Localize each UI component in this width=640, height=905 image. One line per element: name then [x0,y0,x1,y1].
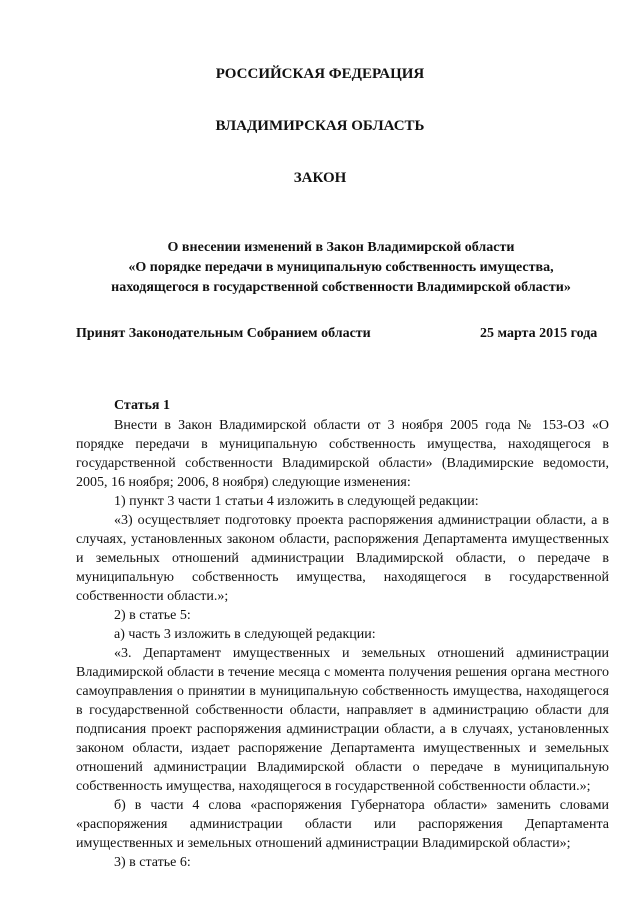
article-paragraph: «3. Департамент имущественных и земельных отношений администрации Владимирской области в течение месяца с момента получения решения органа местного самоуправления о принятии в муниципальную собственность имущества, находящегося в государственной собственности области, направляет в администрацию области для подписания проект распоряжения администрации области, а в случаях, установленных законом области, издает распоряжение Департамента имущественных и земельных отношений администрации Владимирской области о передаче в муниципальную собственность имущества, находящегося в государственной собственности области.»; [76,646,609,794]
article-body [76,396,609,872]
law-title-line: «О порядке передачи в муниципальную собственность имущества, [128,260,554,275]
adopted-date: 25 марта 2015 года [480,326,598,341]
article-paragraph: Внести в Закон Владимирской области от 3 ноября 2005 года № 153-ОЗ «О порядке передачи в муниципальную собственность имущества, находящегося в государственной собственности Владимирской области» (Владимирские ведомости, 2005, 16 ноября; 2006, 8 ноября) следующие изменения: [76,418,609,490]
article-paragraph: б) в части 4 слова «распоряжения Губернатора области» заменить словами «распоряжения администрации области или распоряжения Департамента имущественных и земельных отношений администрации Владимирской области»; [76,798,609,851]
article-paragraph: «3) осуществляет подготовку проекта распоряжения администрации области, а в случаях, установленных законом области, распоряжения Департамента имущественных и земельных отношений администрации Владимирской области, о передаче в муниципальную собственность имущества, находящегося в государственной собственности области.»; [76,513,609,604]
header-region: ВЛАДИМИРСКАЯ ОБЛАСТЬ [215,118,425,134]
article-paragraph: 2) в статье 5: [114,608,191,623]
article-paragraph: 3) в статье 6: [114,855,191,870]
header-doc-type: ЗАКОН [293,170,347,186]
law-title-line: находящегося в государственной собственности Владимирской области» [111,280,571,295]
law-title-line: О внесении изменений в Закон Владимирской области [167,240,515,255]
article-heading: Статья 1 [114,398,170,413]
article-paragraph: а) часть 3 изложить в следующей редакции: [114,627,376,642]
law-title [76,238,606,298]
header-federation: РОССИЙСКАЯ ФЕДЕРАЦИЯ [215,66,425,82]
adopted-by: Принят Законодательным Собранием области [76,326,371,341]
article-paragraph: 1) пункт 3 части 1 статьи 4 изложить в следующей редакции: [114,494,479,509]
